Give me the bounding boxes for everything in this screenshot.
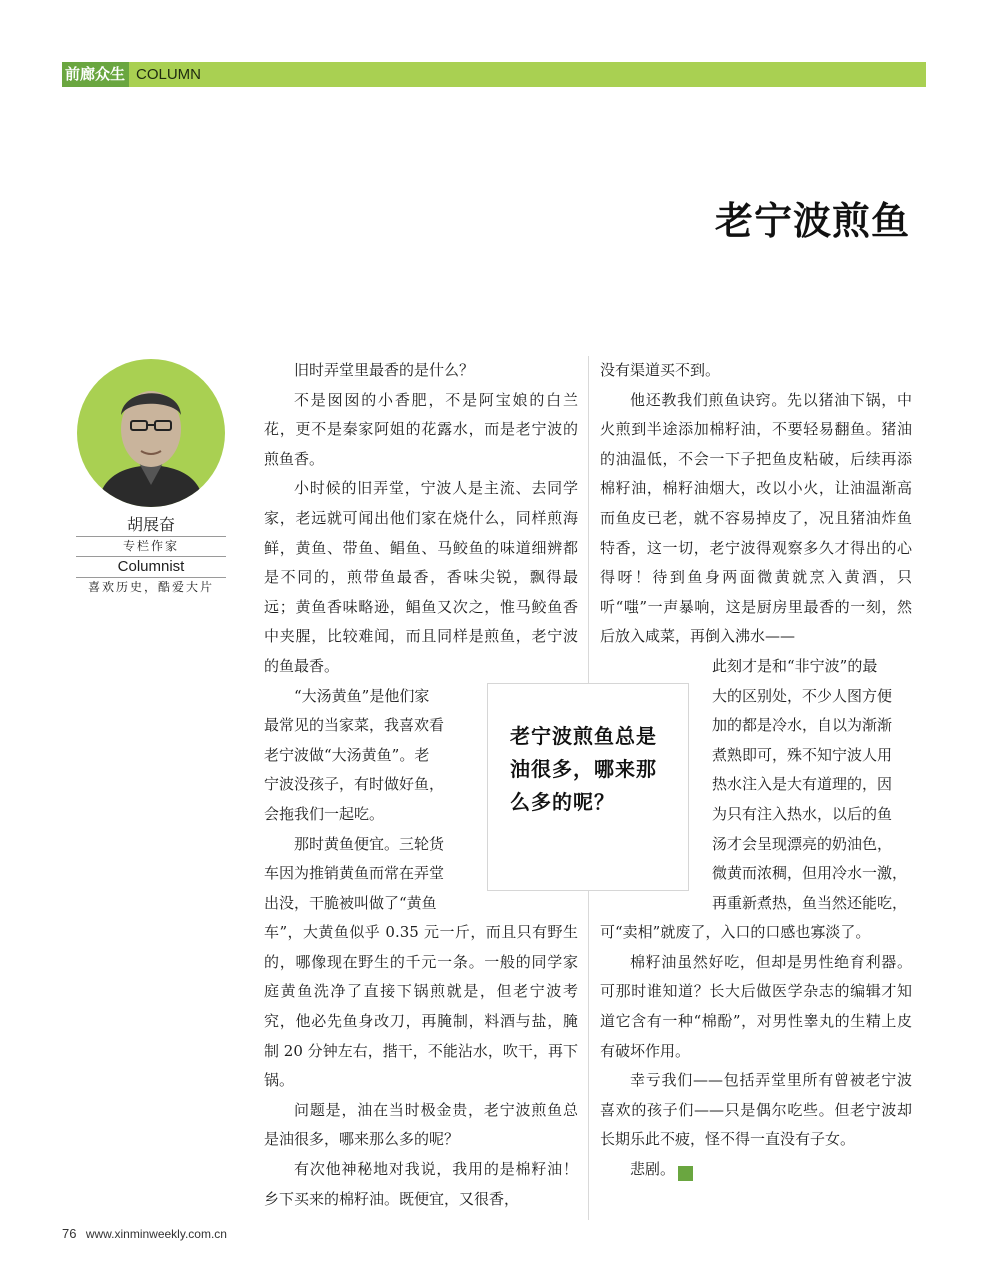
closing-text: 悲剧。 [630,1160,676,1179]
website-url: www.xinminweekly.com.cn [85,1227,227,1241]
text-line: 宁波没孩子，有时做好鱼， [264,775,445,794]
text-line: 老宁波做“大汤黄鱼”。老 [264,745,430,764]
end-mark-icon: 民 [678,1166,693,1181]
article-column-2 [600,356,912,1185]
paragraph-end [600,1155,912,1185]
section-banner [62,62,926,87]
text-line: 煮熟即可，殊不知宁波人用 [712,745,893,764]
paragraph: 小时候的旧弄堂，宁波人是主流、去同学家，老远就可闻出他们家在烧什么，同样煎海鲜，黄鱼、带鱼、鲳鱼、马鲛鱼的味道细辨都是不同的，煎带鱼最香，香味尖锐，飘得最远；黄鱼香味略逊，鲳鱼又次之，惟马鲛鱼香中夹腥，比较难闻，而且同样是煎鱼，老宁波的鱼最香。 [264,479,578,675]
paragraph: 不是囡囡的小香肥，不是阿宝娘的白兰花，更不是秦家阿姐的花露水，而是老宁波的煎鱼香。 [264,390,578,468]
paragraph: 幸亏我们——包括弄堂里所有曾被老宁波喜欢的孩子们——只是偶尔吃些。但老宁波却长期乐此不疲，怪不得一直没有子女。 [600,1071,912,1149]
paragraph: 棉籽油虽然好吃，但却是男性绝育利器。可那时谁知道？长大后做医学杂志的编辑才知道它含有一种“棉酚”，对男性睾丸的生精上皮有破坏作用。 [600,952,912,1060]
text-line: 汤才会呈现漂亮的奶油色， [712,834,893,853]
text-line: 此刻才是和“非宁波”的最 [712,656,878,675]
text-line: “大汤黄鱼”是他们家 [294,686,430,705]
text-line: 再重新煮热，鱼当然还能吃， [712,893,908,912]
text-line: 车因为推销黄鱼而常在弄堂 [264,864,445,883]
text-line: 加的都是冷水，自以为渐渐 [712,716,893,735]
text-line: 大的区别处，不少人图方便 [712,686,893,705]
author-hobby: 喜欢历史，酷爱大片 [87,580,214,594]
author-role-en: Columnist [76,557,226,578]
text-line: 微黄而浓稠，但用冷水一激， [712,864,908,883]
text-line: 会拖我们一起吃。 [264,804,385,823]
column-label: COLUMN [136,66,202,83]
text-line: 出没，干脆被叫做了“黄鱼 [264,893,437,912]
author-name: 胡展奋 [76,516,226,537]
section-label: 前廊众生 [62,62,129,87]
paragraph: 旧时弄堂里最香的是什么？ [294,361,475,379]
text-line: 最常见的当家菜，我喜欢看 [264,716,445,735]
text-line: 那时黄鱼便宜。三轮货 [294,834,445,853]
paragraph: 有次他神秘地对我说，我用的是棉籽油！乡下买来的棉籽油。既便宜，又很香， [264,1160,578,1208]
author-portrait [77,359,225,507]
paragraph: 他还教我们煎鱼诀窍。先以猪油下锅，中火煎到半途添加棉籽油，不要轻易翻鱼。猪油的油温低，不会一下子把鱼皮粘破，后续再添棉籽油，棉籽油烟大，改以小火，让油温渐高而鱼皮已老，就不容易掉皮了，况且猪油炸鱼特香，这一切，老宁波得观察多久才得出的心得呀！待到鱼身两面微黄就烹入黄酒，只听“嗤”一声暴响，这是厨房里最香的一刻，然后放入咸菜，再倒入沸水—— [600,390,912,646]
pull-quote: 老宁波煎鱼总是油很多，哪来那么多的呢？ [487,683,689,891]
text-line: 热水注入是大有道理的，因 [712,775,893,794]
paragraph: 车”，大黄鱼似乎 0.35 元一斤，而且只有野生的，哪像现在野生的千元一条。一般的同学家庭黄鱼洗净了直接下锅煎就是，但老宁波考究，他必先鱼身改刀，再腌制，料酒与盐，腌制 20 分钟左右，揩干，不能沾水，吹干，再下锅。 [264,923,578,1090]
page-number: 76 [62,1226,77,1241]
author-box [76,516,226,597]
page-footer [62,1226,227,1241]
article-title: 老宁波煎鱼 [714,198,910,243]
author-role: 专栏作家 [76,537,226,557]
paragraph: 可“卖相”就废了，入口的口感也寡淡了。 [600,923,871,942]
paragraph: 没有渠道买不到。 [600,361,721,379]
paragraph: 问题是，油在当时极金贵，老宁波煎鱼总是油很多，哪来那么多的呢？ [264,1100,578,1149]
paragraph-wrapped [600,652,912,918]
text-line: 为只有注入热水，以后的鱼 [712,804,893,823]
